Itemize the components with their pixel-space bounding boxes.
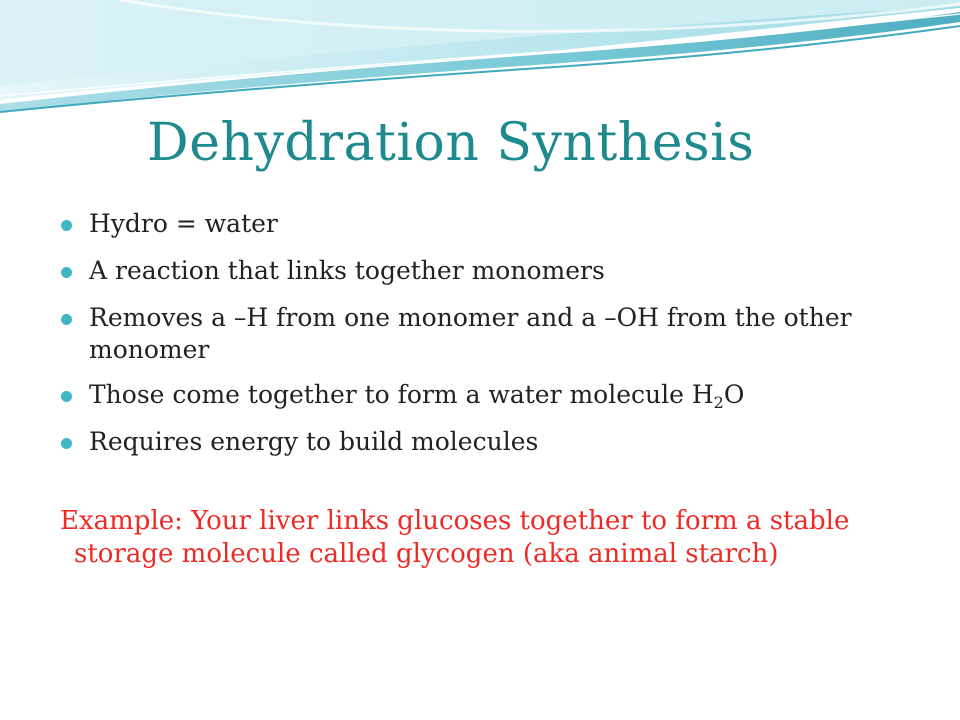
slide-title: Dehydration Synthesis	[147, 113, 755, 173]
bullet-list	[60, 208, 920, 473]
bullet-text-before-subscript: Those come together to form a water molecule H	[89, 380, 714, 409]
bullet-item	[60, 379, 920, 411]
bullet-marker-icon	[61, 391, 72, 402]
bullet-marker-icon	[61, 314, 72, 325]
bullet-item	[60, 302, 920, 366]
bullet-text-after-subscript: O	[723, 380, 745, 409]
wave-banner-decoration	[0, 0, 960, 120]
bullet-item	[60, 255, 920, 287]
bullet-item	[60, 208, 920, 240]
example-paragraph: Example: Your liver links glucoses together to form a stable storage molecule called glycogen (aka animal starch)	[60, 506, 850, 569]
bullet-text: A reaction that links together monomers	[89, 256, 605, 285]
bullet-marker-icon	[61, 220, 72, 231]
bullet-text: Requires energy to build molecules	[89, 427, 539, 456]
bullet-text: Hydro = water	[89, 209, 278, 238]
subscript-two: 2	[713, 393, 724, 412]
bullet-item	[60, 426, 920, 458]
bullet-text: Removes a –H from one monomer and a –OH from the other monomer	[89, 303, 852, 364]
bullet-marker-icon	[61, 438, 72, 449]
bullet-marker-icon	[61, 267, 72, 278]
